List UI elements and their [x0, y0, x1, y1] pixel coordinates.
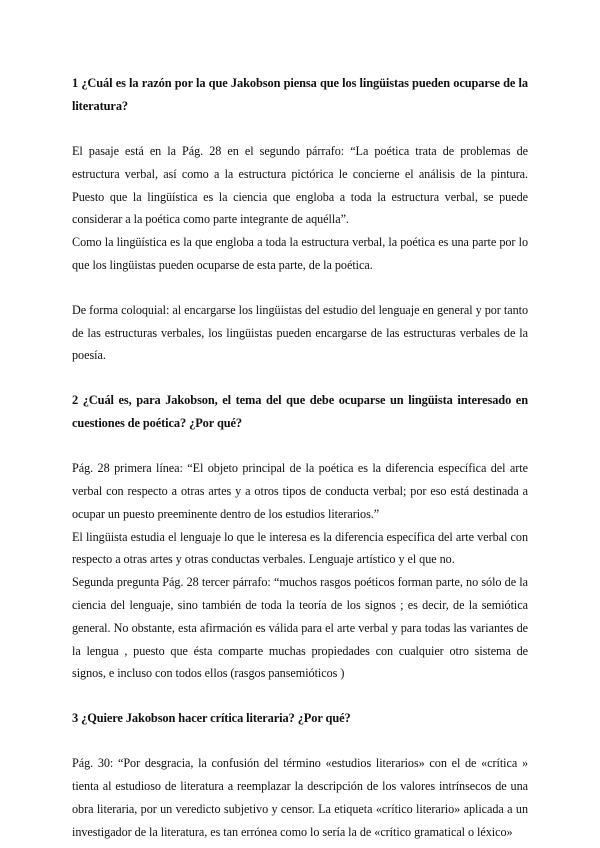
question-3-paragraph-1: Pág. 30: “Por desgracia, la confusión del término «estudios literarios» con el de «crítica » tienta al estudioso de literatura a reemplazar la descripción de los valores intrínsecos de una obra literaria, por un veredicto subjetivo y censor. La etiqueta «crítico literario» aplicada a un investigador de la literatura, es tan errónea como lo sería la de «crítico gramatical o léxico»	[72, 756, 528, 839]
question-2-heading: 2 ¿Cuál es, para Jakobson, el tema del que debe ocuparse un lingüista interesado en cuestiones de poética? ¿Por qué?	[72, 393, 528, 431]
question-1-paragraph-2: Como la lingüística es la que engloba a toda la estructura verbal, la poética es una parte por lo que los lingüistas pueden ocuparse de esta parte, de la poética.	[72, 235, 528, 272]
question-1-heading: 1 ¿Cuál es la razón por la que Jakobson piensa que los lingüistas pueden ocuparse de la literatura?	[72, 76, 528, 113]
question-2-paragraph-2: El lingüista estudia el lenguaje lo que le interesa es la diferencia específica del arte verbal con respecto a otras artes y otras conductas verbales. Lenguaje artístico y el que no.	[72, 529, 528, 567]
question-3-heading: 3 ¿Quiere Jakobson hacer crítica literaria? ¿Por qué?	[72, 711, 351, 726]
question-2-paragraph-3: Segunda pregunta Pág. 28 tercer párrafo: “muchos rasgos poéticos forman parte, no sólo de la ciencia del lenguaje, sino también de toda la teoría de los signos ; es decir, de la semiótica general. No obstante, esta afirmación es válida para el arte verbal y para todas las variantes de la lengua , puesto que ésta comparte muchas propiedades con cualquier otro sistema de signos, e incluso con todos ellos (rasgos pansemióticos )	[72, 575, 528, 681]
document-body	[72, 72, 528, 843]
question-1-paragraph-3: De forma coloquial: al encargarse los lingüistas del estudio del lenguaje en general y por tanto de las estructuras verbales, los lingüistas pueden encargarse de las estructuras verbales de la poesía.	[72, 302, 528, 363]
question-1-paragraph-1: El pasaje está en la Pág. 28 en el segundo párrafo: “La poética trata de problemas de estructura verbal, así como a la estructura pictórica le concierne el análisis de la pintura. Puesto que la lingüística es la ciencia que engloba a toda la estructura verbal, se puede considerar a la poética como parte integrante de aquélla”.	[72, 144, 528, 227]
question-2-paragraph-1: Pág. 28 primera línea: “El objeto principal de la poética es la diferencia específica del arte verbal con respecto a otras artes y a otros tipos de conducta verbal; por eso está destinada a ocupar un puesto preeminente dentro de los estudios literarios.”	[72, 461, 528, 521]
